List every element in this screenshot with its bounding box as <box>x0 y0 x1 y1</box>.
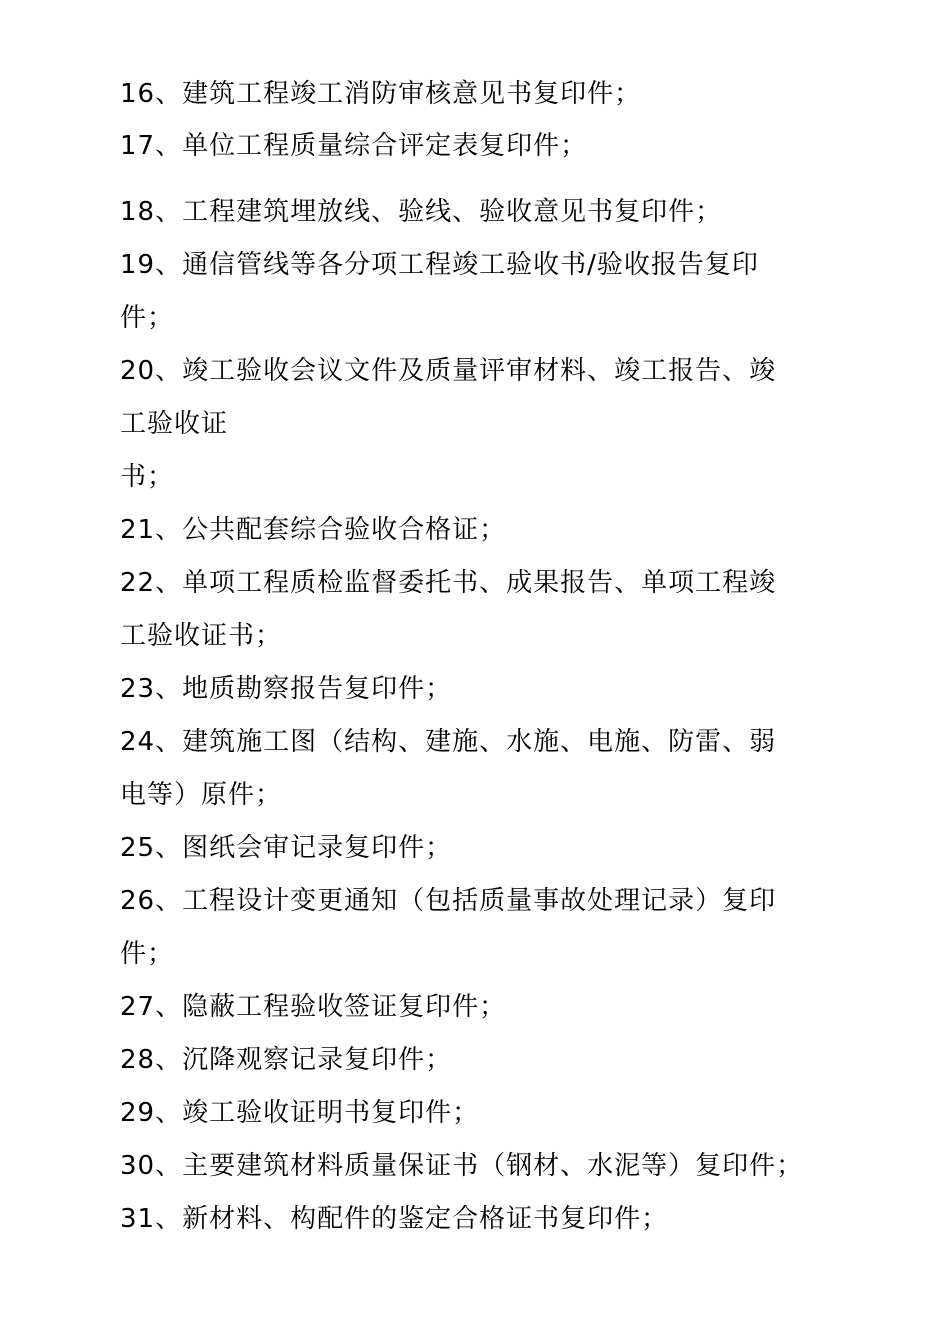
doc-line: 22、单项工程质检监督委托书、成果报告、单项工程竣 <box>120 568 777 598</box>
doc-line: 28、沉降观察记录复印件； <box>120 1045 453 1075</box>
doc-line: 23、地质勘察报告复印件； <box>120 674 453 704</box>
doc-line: 电等）原件； <box>120 780 283 810</box>
doc-line: 27、隐蔽工程验收签证复印件； <box>120 992 507 1022</box>
doc-line: 件； <box>120 303 175 333</box>
doc-line: 21、公共配套综合验收合格证； <box>120 515 507 545</box>
doc-line: 件； <box>120 939 175 969</box>
doc-line: 24、建筑施工图（结构、建施、水施、电施、防雷、弱 <box>120 727 777 757</box>
doc-line: 17、单位工程质量综合评定表复印件； <box>120 131 588 161</box>
doc-line: 30、主要建筑材料质量保证书（钢材、水泥等）复印件； <box>120 1151 804 1181</box>
doc-line: 26、工程设计变更通知（包括质量事故处理记录）复印 <box>120 886 777 916</box>
doc-line: 19、通信管线等各分项工程竣工验收书/验收报告复印 <box>120 250 759 280</box>
doc-line: 工验收证书； <box>120 621 283 651</box>
doc-line: 16、建筑工程竣工消防审核意见书复印件； <box>120 79 642 109</box>
doc-line: 书； <box>120 462 175 492</box>
doc-line: 25、图纸会审记录复印件； <box>120 833 453 863</box>
doc-line: 工验收证 <box>120 409 229 439</box>
doc-line: 20、竣工验收会议文件及质量评审材料、竣工报告、竣 <box>120 356 777 386</box>
doc-line: 18、工程建筑埋放线、验线、验收意见书复印件； <box>120 197 723 227</box>
doc-line: 29、竣工验收证明书复印件； <box>120 1098 480 1128</box>
doc-line: 31、新材料、构配件的鉴定合格证书复印件； <box>120 1204 669 1234</box>
